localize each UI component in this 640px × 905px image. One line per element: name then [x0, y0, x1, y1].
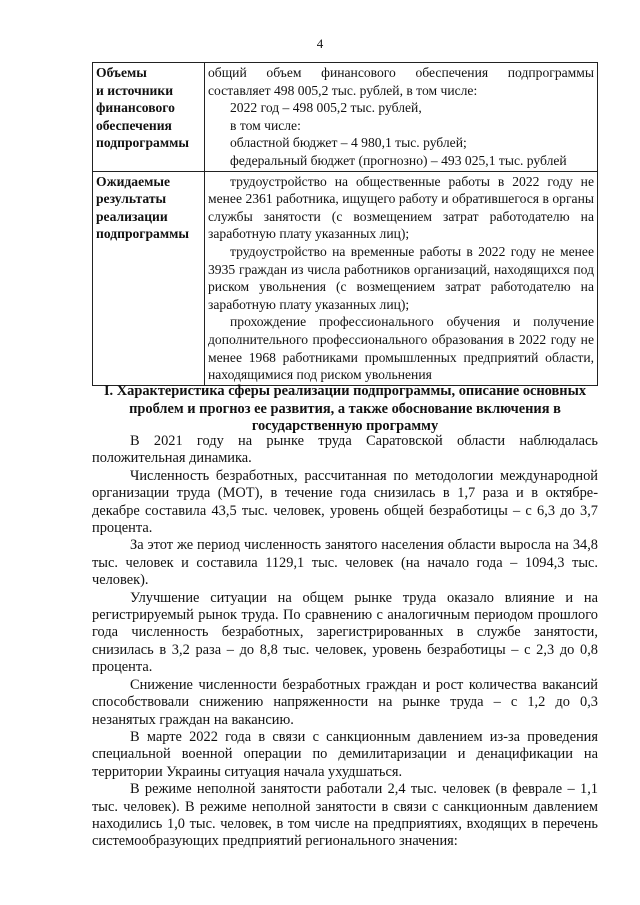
row-label-results [93, 171, 205, 385]
label-line: обеспечения [96, 117, 172, 133]
page-number: 4 [316, 36, 324, 51]
table-row-financing [93, 63, 598, 172]
financing-total: общий объем финансового обеспечения подпрограммы составляет 498 005,2 тыс. рублей, в том числе: [208, 65, 594, 98]
paragraph: Улучшение ситуации на общем рынке труда оказало влияние и на регистрируемый рынок труда. По сравнению с аналогичным периодом прошлого года численность безработных, зарегистрированных в службе занятости, снизилась в 3,2 раза – до 8,8 тыс. человек, уровень безработицы – с 2,3 до 0,8 процента. [92, 589, 598, 676]
financing-regional: областной бюджет – 4 980,1 тыс. рублей; [230, 135, 467, 151]
label-line: подпрограммы [96, 226, 189, 242]
financing-including: в том числе: [230, 117, 301, 133]
section-heading: I. Характеристика сферы реализации подпрограммы, описание основных проблем и прогноз ее развития, а также обоснование включения в государственную программу [103, 383, 587, 434]
table-row-results [93, 171, 598, 385]
financing-year: 2022 год – 498 005,2 тыс. рублей, [230, 100, 422, 116]
label-line: Объемы [96, 65, 147, 80]
label-line: подпрограммы [96, 135, 189, 151]
label-line: Ожидаемые [96, 173, 171, 189]
result-temporary-works: трудоустройство на временные работы в 2022 году не менее 3935 граждан из числа работников организаций, находящихся под риском увольнения (с возмещением затрат работодателю на заработную плату указанных лиц); [208, 243, 594, 312]
paragraph: Снижение численности безработных граждан и рост количества вакансий способствовали снижению напряженности на рынке труда – с 1,2 до 0,3 незанятых граждан на вакансию. [92, 676, 598, 728]
passport-table [92, 62, 598, 386]
financing-federal: федеральный бюджет (прогнозно) – 493 025,1 тыс. рублей [230, 152, 567, 168]
paragraph: За этот же период численность занятого населения области выросла на 34,8 тыс. человек и составила 1129,1 тыс. человек (на начало года – 1094,3 тыс. человек). [92, 537, 598, 589]
label-line: результаты [96, 191, 167, 207]
paragraph: В режиме неполной занятости работали 2,4 тыс. человек (в феврале – 1,1 тыс. человек). В режиме неполной занятости в связи с санкционным давлением находились 1,0 тыс. человек, в том числе на предприятиях, входящих в перечень системообразующих предприятий регионального значения: [92, 781, 598, 850]
row-content-financing [205, 63, 598, 172]
label-line: финансового [96, 100, 175, 116]
label-line: реализации [96, 208, 168, 224]
section-body [92, 433, 598, 851]
result-public-works: трудоустройство на общественные работы в 2022 году не менее 2361 работника, ищущего работу и обратившегося в органы службы занятости (с возмещением затрат работодателю на заработную плату указанных лиц); [208, 173, 594, 242]
paragraph: В марте 2022 года в связи с санкционным давлением из-за проведения специальной военной операции по демилитаризации и денацификации на территории Украины ситуация начала ухудшаться. [92, 728, 598, 780]
row-content-results [205, 171, 598, 385]
result-training: прохождение профессионального обучения и получение дополнительного профессионального образования в 2022 году не менее 1968 работниками промышленных предприятий области, находящимися под риском увольнения [208, 314, 594, 383]
row-label-financing [93, 63, 205, 172]
paragraph: В 2021 году на рынке труда Саратовской области наблюдалась положительная динамика. [92, 433, 598, 467]
paragraph: Численность безработных, рассчитанная по методологии международной организации труда (МОТ), в течение года снизилась в 1,7 раза и в октябре-декабре составила 43,5 тыс. человек, уровень общей безработицы – с 6,3 до 3,7 процента. [92, 467, 598, 537]
label-line: и источники [96, 82, 174, 98]
